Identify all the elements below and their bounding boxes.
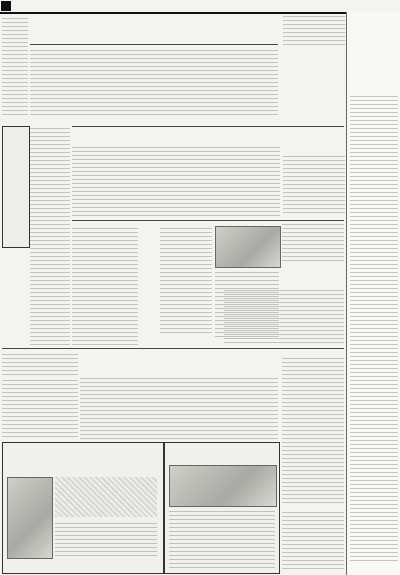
mid-vertical-box [142, 226, 156, 330]
sidebar [346, 12, 400, 575]
masthead-bar [0, 0, 400, 14]
page-number [1, 1, 11, 11]
ipad-box [223, 262, 343, 284]
main-story-text [30, 48, 278, 118]
left-title-box [2, 126, 30, 248]
identity-intro [2, 352, 78, 376]
left-text-top [2, 16, 28, 116]
ad2-image [169, 465, 277, 507]
ad-banner-1[interactable] [2, 442, 164, 574]
ad-banner-2[interactable] [164, 442, 280, 574]
right-text-mid [283, 154, 345, 216]
identity-right-text [282, 356, 344, 506]
right-vertical-box [283, 48, 345, 152]
right-text-top [283, 14, 345, 46]
ad1-image [7, 477, 53, 559]
